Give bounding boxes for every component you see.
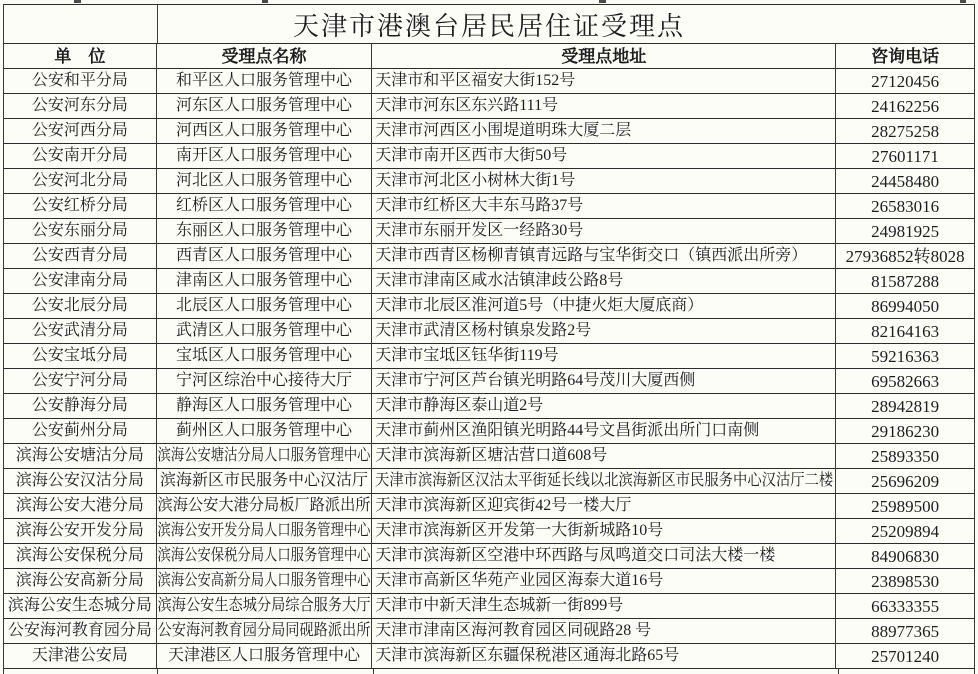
- cell-address-text: 天津市滨海新区东疆保税港区通海北路65号: [375, 647, 680, 664]
- cell-unit: [4, 394, 157, 419]
- cell-point-name: [157, 194, 373, 219]
- cell-point-name-text: 滨海公安生态城分局综合服务大厅: [157, 597, 371, 614]
- cell-point-name-text: 滨海公安高新分局人口服务管理中心: [157, 572, 371, 589]
- cell-unit-text: 滨海公安汉沽分局: [15, 472, 144, 489]
- cell-unit-text: 公安蓟州分局: [31, 422, 128, 439]
- cell-unit: [4, 144, 157, 169]
- cell-address: [372, 119, 836, 144]
- column-header-phone-label: 咨询电话: [871, 46, 940, 66]
- cell-phone-text: 24162256: [871, 96, 940, 116]
- cell-address: [372, 419, 836, 444]
- cell-unit-text: 公安津南分局: [31, 272, 128, 289]
- cell-unit-text: 公安和平分局: [31, 72, 128, 89]
- table-title-row: [4, 5, 974, 44]
- cell-address-text: 天津市河北区小树林大街1号: [375, 172, 576, 189]
- column-header-address-label: 受理点地址: [561, 46, 647, 66]
- char-fragment: [262, 0, 268, 3]
- cell-address-text: 天津市宁河区芦台镇光明路64号茂川大厦西侧: [375, 372, 696, 389]
- cell-address: [372, 644, 836, 669]
- cell-phone: [836, 544, 974, 569]
- cell-address-text: 天津市东丽开发区一经路30号: [375, 222, 584, 239]
- cell-unit-text: 公安北辰分局: [31, 297, 128, 314]
- cell-unit-text: 公安河东分局: [31, 97, 128, 114]
- cell-phone: [836, 244, 974, 269]
- cell-address-text: 天津市滨海新区开发第一大街新城路10号: [375, 522, 664, 539]
- cell-phone: [836, 519, 974, 544]
- cell-phone-text: 23898530: [871, 571, 940, 591]
- cell-point-name-text: 滨海新区市民服务中心汉沽厅: [159, 472, 368, 489]
- cell-unit-text: 公安海河教育园分局: [7, 622, 152, 639]
- cell-address: [372, 144, 836, 169]
- cell-point-name: [157, 69, 373, 94]
- cell-phone-text: 84906830: [871, 546, 940, 566]
- table-row: [4, 169, 974, 194]
- table-row: [4, 144, 974, 169]
- cell-phone-text: 24458480: [871, 171, 940, 191]
- table-row: [4, 194, 974, 219]
- table-row: [4, 569, 974, 594]
- table-row: [4, 94, 974, 119]
- cell-address-text: 天津市蓟州区渔阳镇光明路44号文昌街派出所门口南侧: [375, 422, 760, 439]
- cell-point-name-text: 滨海公安大港分局板厂路派出所: [157, 497, 371, 514]
- table-row: [4, 269, 974, 294]
- cell-address-text: 天津市北辰区淮河道5号（中捷火炬大厦底商）: [375, 297, 704, 314]
- table-row: [4, 344, 974, 369]
- column-header-address: [372, 44, 836, 69]
- cell-unit: [4, 369, 157, 394]
- cell-point-name: [157, 319, 373, 344]
- cell-address: [372, 69, 836, 94]
- cell-unit-text: 公安宝坻分局: [31, 347, 128, 364]
- cell-point-name-text: 西青区人口服务管理中心: [175, 247, 352, 264]
- cell-address-text: 天津市宝坻区钰华街119号: [375, 347, 559, 364]
- cell-point-name: [157, 569, 373, 594]
- cell-address: [372, 569, 836, 594]
- cell-address: [372, 444, 836, 469]
- cell-point-name: [157, 469, 373, 494]
- char-fragment: [599, 0, 606, 3]
- cell-phone-text: 66333355: [871, 596, 940, 616]
- cell-address: [372, 169, 836, 194]
- cell-address: [372, 244, 836, 269]
- cell-phone-text: 24981925: [871, 221, 940, 241]
- cell-phone: [836, 594, 974, 619]
- table-grid: [3, 4, 975, 669]
- cell-point-name-text: 红桥区人口服务管理中心: [175, 197, 352, 214]
- cell-phone: [836, 344, 974, 369]
- cell-point-name-text: 河北区人口服务管理中心: [175, 172, 352, 189]
- cell-phone: [836, 394, 974, 419]
- table-header-row: [4, 44, 974, 69]
- cell-address: [372, 194, 836, 219]
- cell-phone: [836, 319, 974, 344]
- cell-point-name: [157, 519, 373, 544]
- cell-unit: [4, 69, 157, 94]
- table-row: [4, 69, 974, 94]
- cell-phone: [836, 94, 974, 119]
- cell-phone: [836, 69, 974, 94]
- table-title: 天津市港澳台居民居住证受理点: [292, 11, 685, 41]
- cell-point-name-text: 蓟州区人口服务管理中心: [175, 422, 352, 439]
- table-row: [4, 419, 974, 444]
- char-fragment: [74, 0, 81, 3]
- cell-point-name-text: 南开区人口服务管理中心: [175, 147, 352, 164]
- cell-phone: [836, 644, 974, 669]
- table-row: [4, 294, 974, 319]
- cell-phone-text: 27601171: [871, 146, 939, 166]
- cell-address-text: 天津市武清区杨村镇泉发路2号: [375, 322, 592, 339]
- table-row: [4, 594, 974, 619]
- cropped-top-row-fragments: [3, 0, 975, 4]
- cell-unit-text: 滨海公安生态城分局: [7, 597, 152, 614]
- cell-phone-text: 28942819: [871, 396, 940, 416]
- cell-point-name-text: 滨海公安保税分局人口服务管理中心: [157, 547, 371, 564]
- cell-phone-text: 25701240: [871, 646, 940, 666]
- cell-point-name-text: 河西区人口服务管理中心: [175, 122, 352, 139]
- cell-unit: [4, 494, 157, 519]
- cell-point-name: [157, 169, 373, 194]
- cell-point-name-text: 天津港区人口服务管理中心: [167, 647, 360, 664]
- cell-unit-text: 公安武清分局: [31, 322, 128, 339]
- cell-point-name-text: 公安海河教育园分局同砚路派出所: [157, 622, 371, 639]
- cell-phone: [836, 119, 974, 144]
- cell-address: [372, 344, 836, 369]
- cell-address-text: 天津市津南区海河教育园区同砚路28 号: [375, 622, 652, 639]
- cell-phone: [836, 419, 974, 444]
- table-row: [4, 394, 974, 419]
- cell-address-text: 天津市和平区福安大街152号: [375, 72, 576, 89]
- cell-address-text: 天津市滨海新区空港中环西路与凤鸣道交口司法大楼一楼: [375, 547, 776, 564]
- cell-address: [372, 544, 836, 569]
- char-fragment: [960, 0, 966, 3]
- cell-point-name: [157, 494, 373, 519]
- table-row: [4, 619, 974, 644]
- cell-phone-text: 28275258: [871, 121, 940, 141]
- cell-point-name: [157, 294, 373, 319]
- grid-line: [373, 669, 374, 674]
- cell-point-name-text: 东丽区人口服务管理中心: [175, 222, 352, 239]
- cell-phone: [836, 369, 974, 394]
- table-row: [4, 119, 974, 144]
- column-header-point-name: [157, 44, 373, 69]
- cell-address: [372, 319, 836, 344]
- table-row: [4, 244, 974, 269]
- cell-address-text: 天津市滨海新区塘沽营口道608号: [375, 447, 608, 464]
- cell-point-name-text: 滨海公安开发分局人口服务管理中心: [157, 522, 371, 539]
- cell-address-text: 天津市河东区东兴路111号: [375, 97, 559, 114]
- cell-phone: [836, 269, 974, 294]
- cell-address-text: 天津市河西区小围堤道明珠大厦二层: [375, 122, 632, 139]
- table-row: [4, 644, 974, 669]
- cell-address-text: 天津市滨海新区迎宾街42号一楼大厅: [375, 497, 632, 514]
- table-row: [4, 544, 974, 569]
- cell-point-name-text: 宝坻区人口服务管理中心: [175, 347, 352, 364]
- cell-phone: [836, 469, 974, 494]
- cell-phone-text: 29186230: [871, 421, 940, 441]
- table-row: [4, 369, 974, 394]
- cell-phone: [836, 294, 974, 319]
- cell-phone: [836, 619, 974, 644]
- cell-address: [372, 269, 836, 294]
- cell-unit: [4, 219, 157, 244]
- cell-phone-text: 81587288: [871, 271, 940, 291]
- cell-point-name: [157, 544, 373, 569]
- table-row: [4, 494, 974, 519]
- cell-point-name: [157, 119, 373, 144]
- cell-unit-text: 公安红桥分局: [31, 197, 128, 214]
- column-header-unit-label: 单 位: [54, 46, 106, 66]
- cell-phone: [836, 144, 974, 169]
- cell-point-name: [157, 344, 373, 369]
- cell-unit-text: 公安东丽分局: [31, 222, 128, 239]
- cell-point-name-text: 津南区人口服务管理中心: [175, 272, 352, 289]
- cell-address: [372, 219, 836, 244]
- cell-address-text: 天津市津南区咸水沽镇津歧公路8号: [375, 272, 624, 289]
- table-row: [4, 519, 974, 544]
- cell-address-text: 天津市中新天津生态城新一街899号: [375, 597, 624, 614]
- cell-phone: [836, 494, 974, 519]
- cell-point-name: [157, 144, 373, 169]
- cell-unit: [4, 169, 157, 194]
- cell-unit: [4, 344, 157, 369]
- cell-phone: [836, 444, 974, 469]
- cell-phone-text: 82164163: [871, 321, 940, 341]
- table-row: [4, 319, 974, 344]
- cell-point-name: [157, 369, 373, 394]
- cell-unit-text: 公安西青分局: [31, 247, 128, 264]
- cell-address-text: 天津市静海区泰山道2号: [375, 397, 544, 414]
- cell-phone-text: 25989500: [871, 496, 940, 516]
- column-header-unit: [4, 44, 157, 69]
- cell-phone: [836, 569, 974, 594]
- cell-point-name-text: 北辰区人口服务管理中心: [175, 297, 352, 314]
- cell-unit: [4, 569, 157, 594]
- cell-address: [372, 469, 836, 494]
- cell-unit: [4, 244, 157, 269]
- table-body: [4, 69, 974, 669]
- cell-point-name-text: 静海区人口服务管理中心: [175, 397, 352, 414]
- cell-unit: [4, 269, 157, 294]
- cell-address-text: 天津市红桥区大丰东马路37号: [375, 197, 584, 214]
- cell-address-text: 天津市滨海新区汉沽太平街延长线以北滨海新区市民服务中心汉沽厅二楼: [375, 472, 834, 489]
- cell-unit: [4, 544, 157, 569]
- cell-phone-text: 88977365: [871, 621, 940, 641]
- cell-unit: [4, 519, 157, 544]
- cell-unit-text: 天津港公安局: [31, 647, 128, 664]
- cell-point-name-text: 武清区人口服务管理中心: [175, 322, 352, 339]
- cell-unit: [4, 469, 157, 494]
- cell-address: [372, 394, 836, 419]
- cell-unit: [4, 444, 157, 469]
- cell-unit: [4, 644, 157, 669]
- cropped-bottom-row: [3, 669, 975, 674]
- cell-phone-text: 25209894: [871, 521, 940, 541]
- cell-address: [372, 294, 836, 319]
- cell-unit-text: 公安河北分局: [31, 172, 128, 189]
- cell-unit-text: 滨海公安保税分局: [15, 547, 144, 564]
- cell-phone-text: 26583016: [871, 196, 940, 216]
- cell-point-name: [157, 244, 373, 269]
- cell-point-name-text: 滨海公安塘沽分局人口服务管理中心: [157, 447, 371, 464]
- cell-point-name: [157, 219, 373, 244]
- cell-point-name-text: 和平区人口服务管理中心: [175, 72, 352, 89]
- cell-address: [372, 594, 836, 619]
- cell-point-name: [157, 94, 373, 119]
- cell-address: [372, 369, 836, 394]
- cell-point-name: [157, 444, 373, 469]
- cell-point-name: [157, 619, 373, 644]
- cell-unit-text: 公安南开分局: [31, 147, 128, 164]
- cell-address-text: 天津市西青区杨柳青镇青远路与宝华街交口（镇西派出所旁）: [375, 247, 808, 264]
- cell-unit-text: 滨海公安大港分局: [15, 497, 144, 514]
- cell-unit: [4, 119, 157, 144]
- cell-unit-text: 公安河西分局: [31, 122, 128, 139]
- cell-unit: [4, 294, 157, 319]
- column-header-phone: [836, 44, 974, 69]
- cell-unit-text: 公安宁河分局: [31, 372, 128, 389]
- cell-phone: [836, 169, 974, 194]
- cell-point-name: [157, 269, 373, 294]
- cell-unit-text: 滨海公安开发分局: [15, 522, 144, 539]
- cell-address-text: 天津市南开区西市大街50号: [375, 147, 568, 164]
- grid-line: [157, 669, 158, 674]
- cell-phone: [836, 194, 974, 219]
- cell-phone-text: 59216363: [871, 346, 940, 366]
- title-row-divider: [157, 5, 158, 43]
- cell-unit-text: 公安静海分局: [31, 397, 128, 414]
- cell-phone-text: 25893350: [871, 446, 940, 466]
- table-row: [4, 219, 974, 244]
- cell-phone-text: 69582663: [871, 371, 940, 391]
- cell-address-text: 天津市高新区华苑产业园区海泰大道16号: [375, 572, 664, 589]
- cell-unit: [4, 594, 157, 619]
- cell-address: [372, 94, 836, 119]
- cell-point-name: [157, 594, 373, 619]
- table-row: [4, 444, 974, 469]
- cell-unit-text: 滨海公安塘沽分局: [15, 447, 144, 464]
- cell-phone-text: 86994050: [871, 296, 940, 316]
- cell-unit: [4, 194, 157, 219]
- cell-phone-text: 27936852转8028: [845, 246, 965, 266]
- cell-address: [372, 519, 836, 544]
- cell-phone-text: 27120456: [871, 71, 940, 91]
- cell-unit: [4, 619, 157, 644]
- cell-phone: [836, 219, 974, 244]
- cell-address: [372, 619, 836, 644]
- column-header-point-name-label: 受理点名称: [221, 46, 307, 66]
- cell-point-name: [157, 419, 373, 444]
- cell-point-name-text: 宁河区综治中心接待大厅: [175, 372, 352, 389]
- grid-line: [838, 669, 839, 674]
- cell-point-name: [157, 644, 373, 669]
- table-row: [4, 469, 974, 494]
- acceptance-points-table: [3, 0, 975, 674]
- cell-point-name-text: 河东区人口服务管理中心: [175, 97, 352, 114]
- cell-point-name: [157, 394, 373, 419]
- cell-unit: [4, 419, 157, 444]
- cell-phone-text: 25696209: [871, 471, 940, 491]
- cell-unit: [4, 94, 157, 119]
- cell-unit-text: 滨海公安高新分局: [15, 572, 144, 589]
- cell-address: [372, 494, 836, 519]
- cell-unit: [4, 319, 157, 344]
